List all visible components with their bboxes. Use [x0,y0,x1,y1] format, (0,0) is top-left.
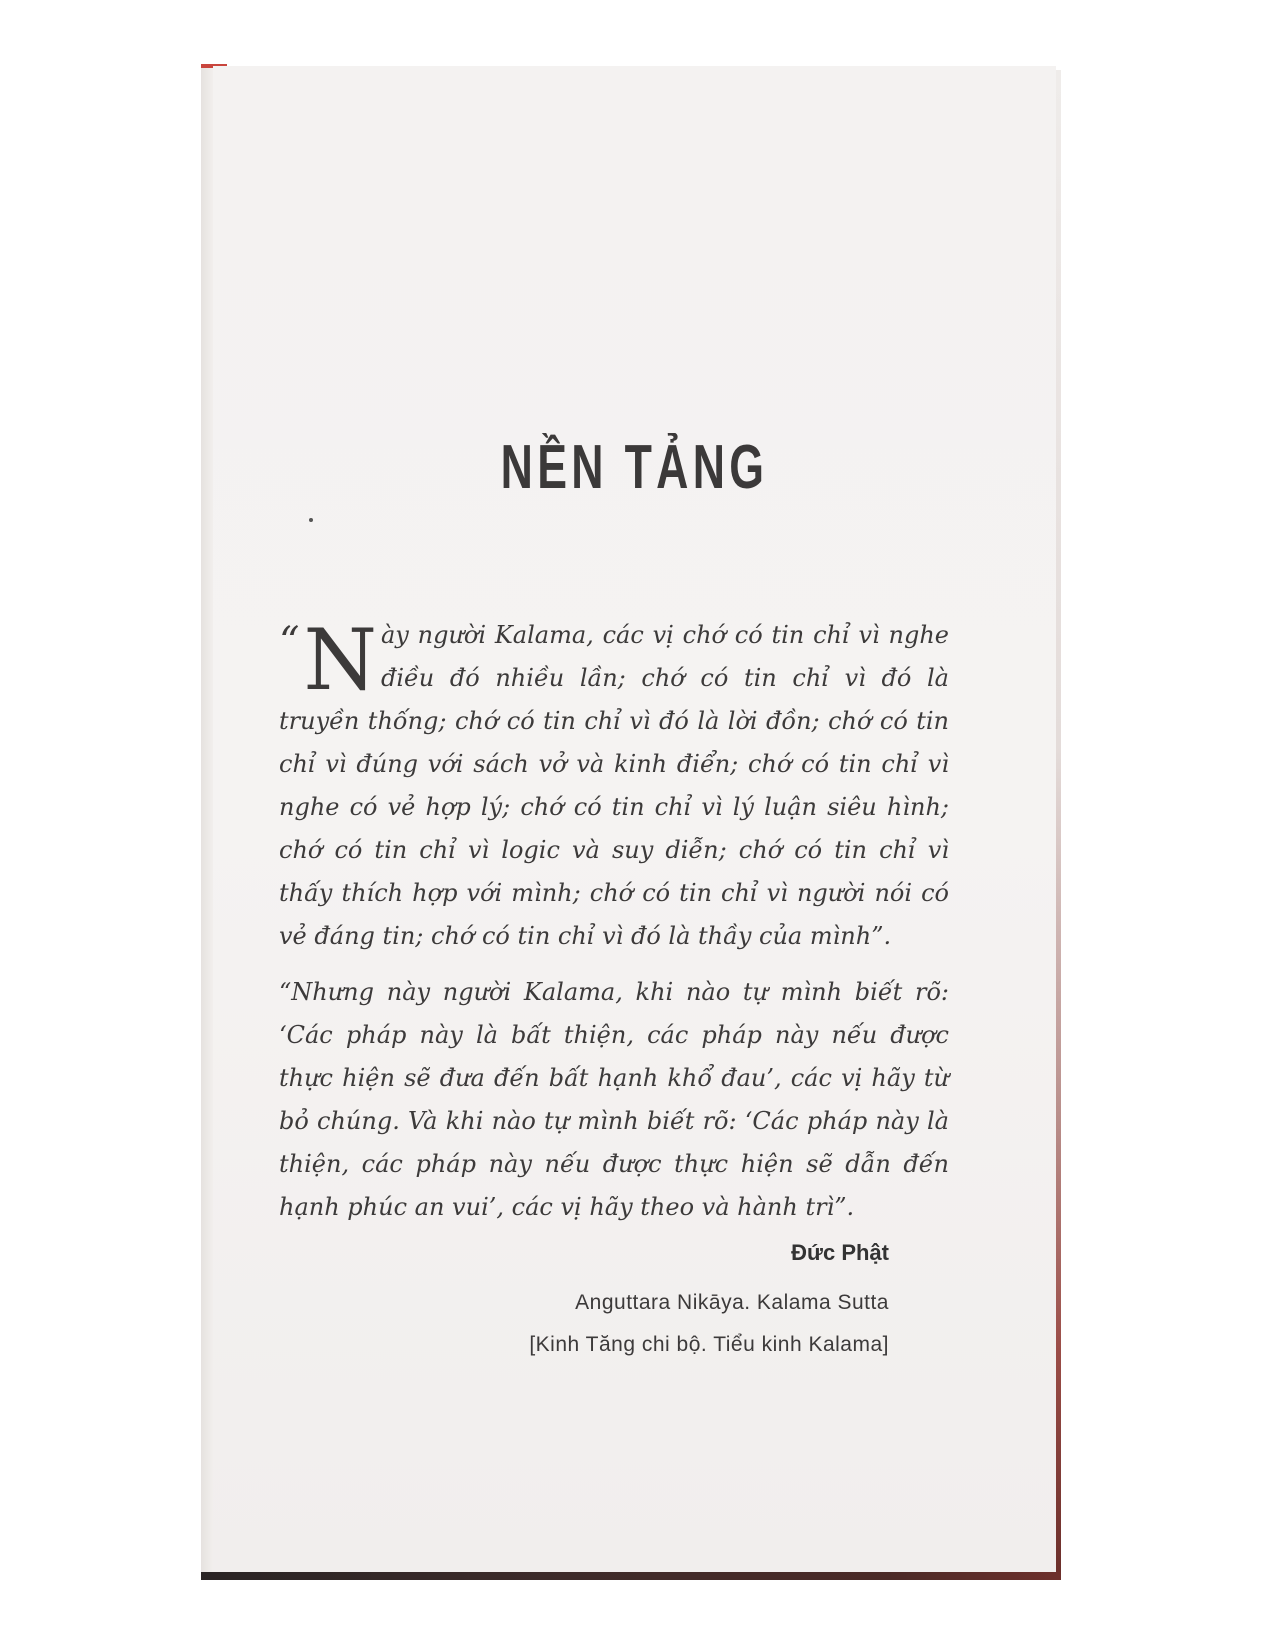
cover-edge-bottom [201,1572,1061,1580]
quote-paragraph-2: “Nhưng này người Kalama, khi nào tự mình biết rõ: ‘Các pháp này là bất thiện, các pháp này nếu được thực hiện sẽ đưa đến bất hạnh khổ đau’, các vị hãy từ bỏ chúng. Và khi nào tự mình biết rõ: ‘Các pháp này là thiện, các pháp này nếu được thực hiện sẽ dẫn đến hạnh phúc an vui’, các vị hãy theo và hành trì”. [279,978,949,1221]
quote-paragraph-1-text: ày người Kalama, các vị chớ có tin chỉ vì nghe điều đó nhiều lần; chớ có tin chỉ vì đó là truyền thống; chớ có tin chỉ vì đó là lời đồn; chớ có tin chỉ vì đúng với sách vở và kinh điển; chớ có tin chỉ vì nghe có vẻ hợp lý; chớ có tin chỉ vì lý luận siêu hình; chớ có tin chỉ vì logic và suy diễn; chớ có tin chỉ vì thấy thích hợp với mình; chớ có tin chỉ vì người nói có vẻ đáng tin; chớ có tin chỉ vì đó là thầy của mình”. [279,621,949,950]
attribution-translation: [Kinh Tăng chi bộ. Tiểu kinh Kalama] [529,1333,889,1356]
open-quote-mark: “ [279,619,300,665]
cover-edge-right [1056,70,1061,1575]
ink-speck [309,518,313,522]
page-title: NỀN TẢNG [500,433,769,502]
attribution-author: Đức Phật [791,1240,889,1265]
drop-cap: N [303,611,377,709]
attribution-source: Anguttara Nikāya. Kalama Sutta [575,1291,889,1314]
quote-paragraph-1 [279,611,949,958]
book-page [213,66,1056,1572]
